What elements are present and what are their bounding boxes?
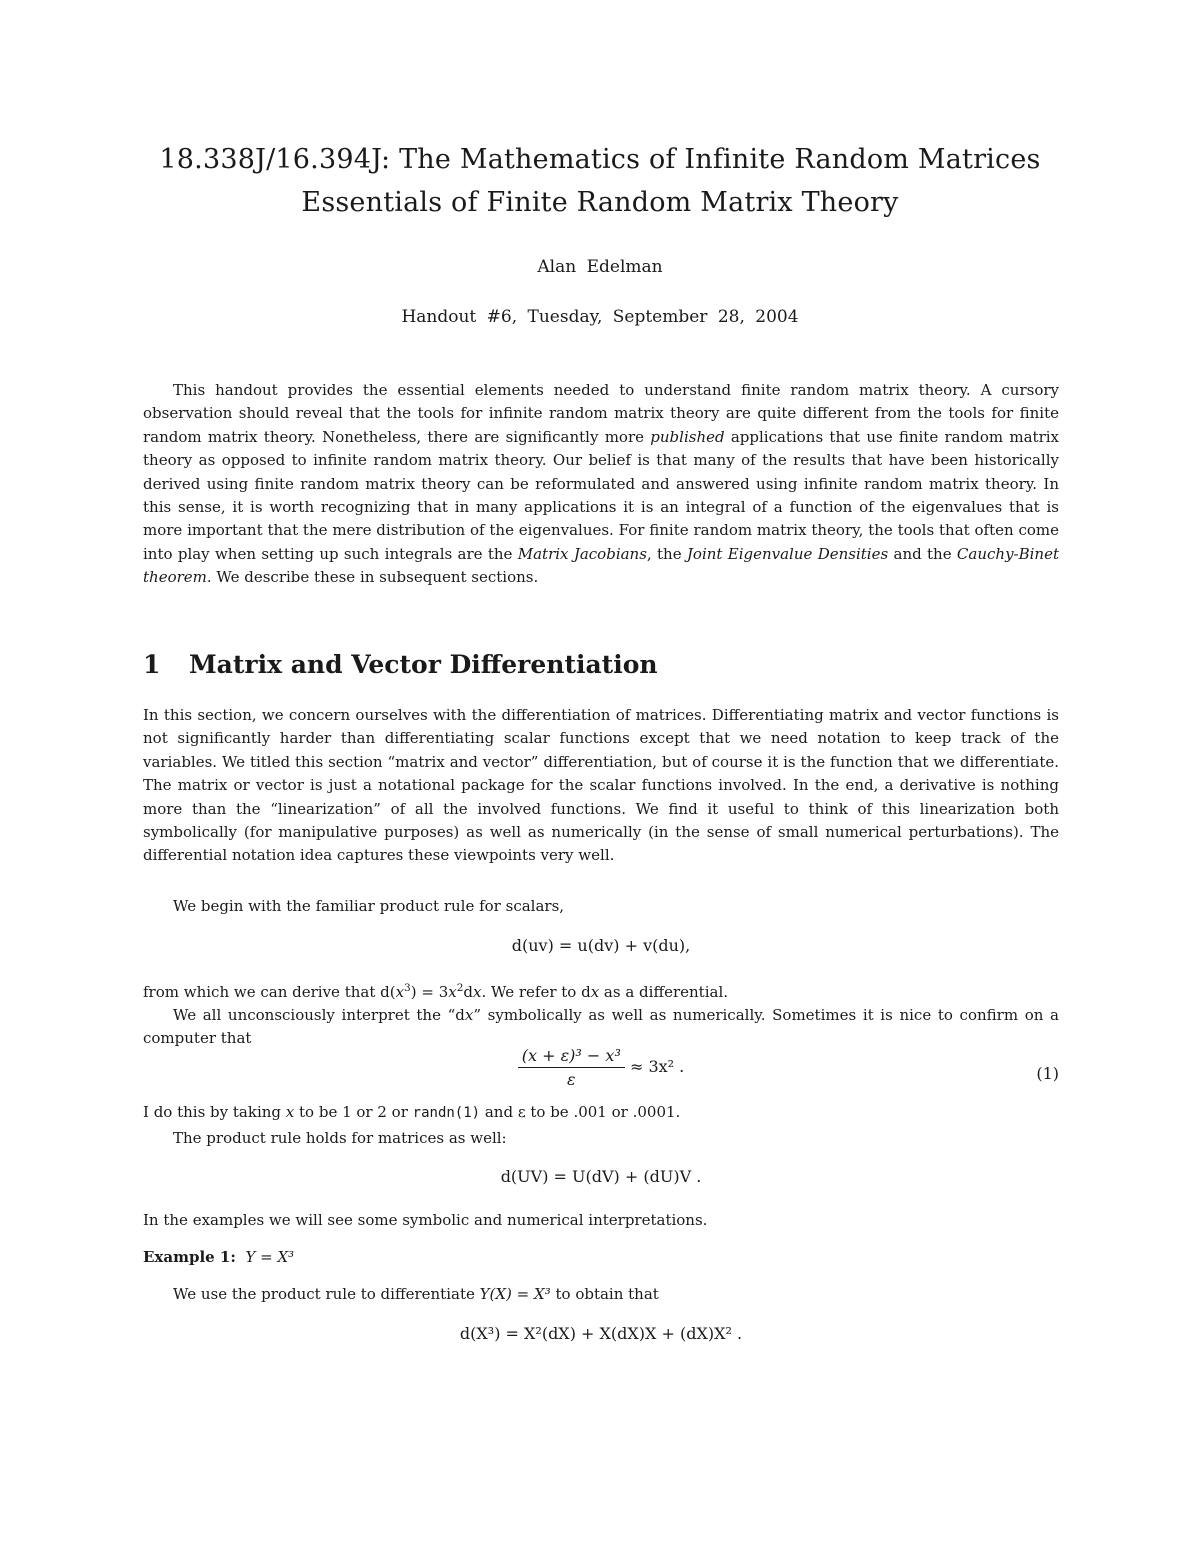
- equation-scalar-product-rule: d(uv) = u(dv) + v(du),: [511, 936, 691, 955]
- abstract-text-2: applications that use finite random matrix theory as opposed to infinite random matrix theory. Our belief is that many of the results that have been historically derived using finite random matrix theory can be reformulated and answered using infinite random matrix theory. In this sense, it is worth recognizing that in many applications it is an integral of a function of the eigenvalues that is more important that the mere distribution of the eigenvalues. For finite random matrix theory, the tools that often come into play when setting up such integrals are the: [143, 427, 1059, 563]
- document-title-line-1: 18.338J/16.394J: The Mathematics of Infinite Random Matrices: [159, 144, 1041, 175]
- section-intro-paragraph: In this section, we concern ourselves with the differentiation of matrices. Differentiating matrix and vector functions is not significantly harder than differentiating scalar functions except that we need notation to keep track of the variables. We titled this section “matrix and vector” differentiation, but of course it is the function that we differentiate. The matrix or vector is just a notational package for the scalar functions involved. In the end, a derivative is nothing more than the “linearization” of all the involved functions. We find it useful to think of this linearization both symbolically (for manipulative purposes) as well as numerically (in the sense of small numerical perturbations). The differential notation idea captures these viewpoints very well.: [143, 706, 1059, 865]
- section-title: Matrix and Vector Differentiation: [189, 650, 658, 679]
- taking-paragraph: [143, 1101, 1059, 1125]
- abstract-em-densities: Joint Eigenvalue Densities: [686, 544, 889, 563]
- section-heading: [143, 650, 1059, 679]
- equation-1-numerator: (x + ε)³ − x³: [518, 1046, 625, 1068]
- taking-text-a: I do this by taking: [143, 1103, 286, 1121]
- derive-text-b: ) = 3: [410, 983, 449, 1001]
- example-1-text: [143, 1283, 1059, 1306]
- abstract-sep-1: , the: [646, 544, 687, 563]
- derive-text-e: as a differential.: [599, 983, 729, 1001]
- abstract-sep-2: and the: [888, 544, 957, 563]
- use-text-a: We use the product rule to differentiate: [173, 1285, 480, 1303]
- taking-text-b: to be 1 or 2 or: [294, 1103, 413, 1121]
- examples-paragraph: In the examples we will see some symbolic and numerical interpretations.: [143, 1211, 708, 1229]
- exp-2: 2: [456, 982, 464, 994]
- section-number: 1: [143, 650, 161, 679]
- var-x: x: [590, 983, 600, 1001]
- var-x: x: [448, 983, 457, 1001]
- matrix-product-rule-intro: The product rule holds for matrices as well:: [173, 1129, 507, 1147]
- var-x: x: [464, 1006, 474, 1024]
- taking-text-c: and ε to be .001 or .0001.: [480, 1103, 681, 1121]
- derive-text-a: from which we can derive that d(: [143, 983, 396, 1001]
- example-1-label: Example 1:: [143, 1248, 236, 1266]
- abstract-text-end: . We describe these in subsequent sections.: [206, 568, 539, 587]
- use-text-b: to obtain that: [550, 1285, 659, 1303]
- var-x: x: [395, 983, 405, 1001]
- uncon-text-a: We all unconsciously interpret the “d: [173, 1006, 465, 1024]
- document-title-line-2: Essentials of Finite Random Matrix Theory: [301, 187, 899, 218]
- derive-text-d: . We refer to d: [481, 983, 591, 1001]
- var-x: x: [285, 1103, 295, 1121]
- abstract-em-jacobians: Matrix Jacobians: [517, 544, 647, 563]
- equation-1-rhs: ≈ 3x² .: [629, 1057, 685, 1076]
- derive-text-c: d: [463, 983, 473, 1001]
- abstract-paragraph: [143, 379, 1059, 590]
- var-x: x: [473, 983, 482, 1001]
- equation-1: [143, 1046, 1059, 1089]
- equation-matrix-product-rule: d(UV) = U(dV) + (dU)V .: [500, 1167, 702, 1186]
- uncon-text-b: ” symbolically as well as numerically. Sometimes it is nice to confirm on a computer that: [143, 1006, 1059, 1048]
- abstract-text-1: This handout provides the essential elements needed to understand finite random matrix theory. A cursory observation should reveal that the tools for infinite random matrix theory are quite different from the tools for finite random matrix theory. Nonetheless, there are significantly more: [143, 381, 1059, 446]
- equation-1-denominator: ε: [567, 1070, 576, 1089]
- author-name: Alan Edelman: [537, 257, 663, 277]
- handout-info: Handout #6, Tuesday, September 28, 2004: [401, 307, 799, 327]
- abstract-em-published: published: [650, 427, 725, 446]
- derive-paragraph: [143, 977, 1059, 1004]
- abstract-em-cauchy-binet: Cauchy-Binet theorem: [143, 544, 1059, 587]
- randn-code: randn(1): [412, 1105, 481, 1121]
- unconscious-paragraph: [143, 1004, 1059, 1051]
- equation-1-label: (1): [1036, 1064, 1059, 1083]
- example-1-heading: [143, 1246, 1059, 1269]
- exp-3: 3: [404, 982, 411, 994]
- product-rule-intro: We begin with the familiar product rule for scalars,: [173, 897, 565, 915]
- equation-final: d(X³) = X²(dX) + X(dX)X + (dX)X² .: [459, 1324, 743, 1343]
- example-1-equation: Y = X³: [245, 1248, 295, 1266]
- use-equation: Y(X) = X³: [479, 1285, 551, 1303]
- equation-1-fraction: [518, 1046, 625, 1089]
